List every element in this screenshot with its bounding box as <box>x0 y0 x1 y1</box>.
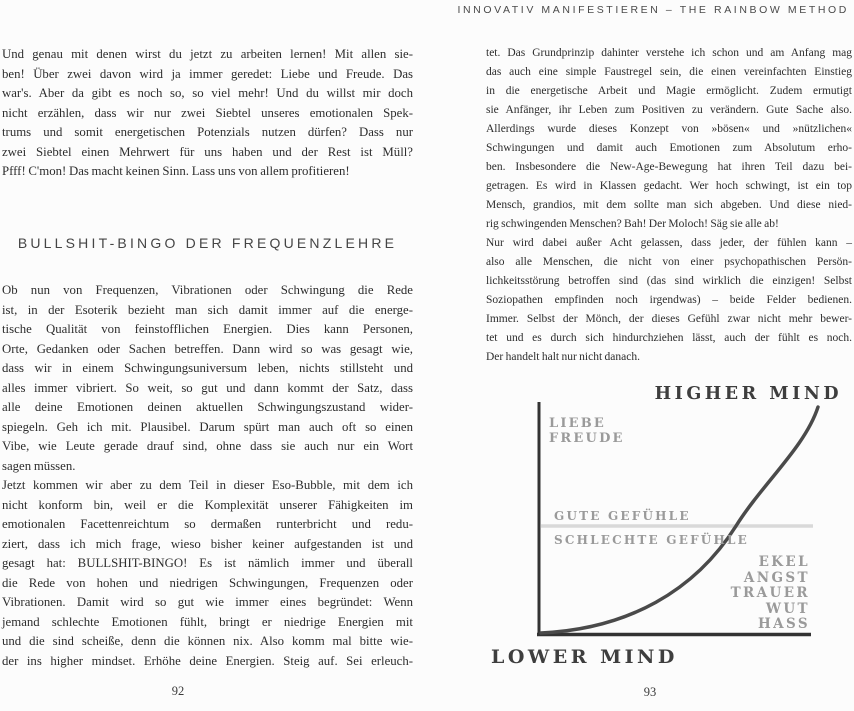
text-line: tet. Das Grundprinzip dahinter verstehe ich schon und am Anfang mag <box>486 47 852 59</box>
text-line: Nur wird dabei außer Acht gelassen, dass jeder, der fühlen kann – <box>486 237 852 249</box>
lower-mind-label: LOWER MIND <box>491 646 678 668</box>
low-emotions-labels <box>731 555 810 633</box>
left-page <box>2 45 413 671</box>
paragraph <box>486 44 852 234</box>
text-line: EKEL <box>758 554 810 570</box>
text-line: ben! Über zwei davon wird ja immer geredet: Liebe und Freude. Das <box>2 66 413 81</box>
text-line: tische Qualität von feinstofflichen Energien. Dies kann Personen, <box>2 322 413 336</box>
text-line: ANGST <box>743 569 810 586</box>
text-line: sagen müssen. <box>2 458 76 473</box>
text-line: Der handelt halt nur nicht danach. <box>486 351 640 363</box>
text-line: HASS <box>757 616 810 633</box>
bad-feelings-label: SCHLECHTE GEFÜHLE <box>554 533 749 547</box>
text-line: Pfff! C'mon! Das macht keinen Sinn. Lass uns von allem profitieren! <box>2 164 350 178</box>
text-line: zwei Siebtel einen Mehrwert für uns haben und der Rest ist Müll? <box>2 144 413 159</box>
paragraph <box>2 281 413 476</box>
text-line: in die energetische Arbeit und Magie ermöglicht. Zudem ermutigt <box>486 85 852 97</box>
text-line: Allerdings wurde dieses Konzept von »bösen« und »nützlichen« <box>486 123 852 135</box>
text-line: getragen. Es wird in Klassen gedacht. Wer hoch schwingt, ist ein top <box>486 180 852 192</box>
text-line: und die sind scheiße, denn die können nix. Also komm mal bitte wie- <box>2 634 413 648</box>
emotion-frequency-chart <box>483 383 853 675</box>
right-page <box>486 44 852 367</box>
text-line: Vibrationen. Damit wird so gut wie immer eines begründet: Wenn <box>2 595 413 609</box>
text-line: Schwingungen und damit auch Emotionen zum Absolutum erho- <box>486 142 852 154</box>
page-number-left: 92 <box>171 684 185 698</box>
text-line: Jetzt kommen wir aber zu dem Teil in dieser Eso-Bubble, mit dem ich <box>2 478 413 492</box>
text-line: ben. Insbesondere die New-Age-Bewegung hat ihren Teil dazu bei- <box>486 161 852 173</box>
text-line: FREUDE <box>549 430 625 446</box>
text-line: alles immer vibriert. So weit, so gut und dann kommt der Satz, dass <box>2 380 413 395</box>
text-line: gesagt hat: BULLSHIT-BINGO! Es ist nämlich immer und überall <box>2 556 413 570</box>
text-line: ziert, dass ich mich frage, wieso bisher keiner aufgestanden ist und <box>2 536 413 551</box>
text-line: emotionalen Facettenreichtum so dermaßen runterbricht und redu- <box>2 517 413 531</box>
text-line: Und genau mit denen wirst du jetzt zu arbeiten lernen! Mit allen sie- <box>2 47 413 61</box>
text-line: trums und somit energetischen Potenzials nutzen dürfen? Dass nur <box>2 125 413 139</box>
text-line: ist, in der Esoterik bezieht man sich damit immer auf die energe- <box>2 302 413 317</box>
text-line: nicht erzählen, dass wir nur zwei Siebtel unseres emotionalen Spek- <box>2 105 413 120</box>
text-line: dass wir in einem Schwingungsuniversum leben, nichts stillsteht und <box>2 361 413 375</box>
text-line: das auch eine simple Faustregel sein, die einen vereinfachten Einstieg <box>486 66 852 78</box>
text-line: jemand schlechte Emotionen fühlt, bringt er niedrige Energien mit <box>2 614 413 629</box>
paragraph <box>486 234 852 367</box>
text-line: nicht konform bin, weil er die Komplexität unserer Fähigkeiten im <box>2 497 413 512</box>
text-line: tet und es durch sich hindurchziehen lässt, auch der fühlt es noch. <box>486 332 852 344</box>
text-line: Soziopathen empfinden noch irgendwas) – beide Felder bedienen. <box>486 294 852 306</box>
text-line: spiegeln. Geh ich mit. Plausibel. Darum spürt man auch oft so einen <box>2 419 413 434</box>
text-line: Vibe, wie Leute gerade drauf sind, ohne dass sie auch nur ein Wort <box>2 439 413 453</box>
text-line: Orte, Gedanken oder Sachen betreffen. Dann wird so was gesagt wie, <box>2 341 413 356</box>
text-line: Ob nun von Frequenzen, Vibrationen oder Schwingung die Rede <box>2 283 413 297</box>
text-line: Immer. Selbst der Mönch, der dieses Gefühl zwar nicht mehr bewer- <box>486 313 852 325</box>
page-number-right: 93 <box>643 685 657 699</box>
text-line: rig schwingenden Menschen? Bah! Der Moloch! Säg sie alle ab! <box>486 218 779 230</box>
text-line: LIEBE <box>549 416 607 431</box>
text-line: alle deine Emotionen deinen aktuellen Schwingungszustand wider- <box>2 400 413 414</box>
running-header: INNOVATIV MANIFESTIEREN – THE RAINBOW METHOD <box>457 4 849 16</box>
text-line: WUT <box>765 600 810 617</box>
text-line: war's. Aber da gibt es noch so, so viel mehr! Und du willst mir doch <box>2 86 413 100</box>
paragraph <box>2 476 413 671</box>
text-line: TRAUER <box>730 585 810 602</box>
text-line: lichkeitsstörung betroffen sind (das sind wirklich die einzigen! Selbst <box>486 275 852 287</box>
high-emotions-labels <box>549 417 625 446</box>
text-line: der ins higher mindset. Erhöhe deine Energien. Steig auf. Sei erleuch- <box>2 653 413 668</box>
section-heading: BULLSHIT-BINGO DER FREQUENZLEHRE <box>17 234 398 251</box>
text-line: sie Anfänger, ihr Leben zum Positiven zu verändern. Gute Sache also. <box>486 104 852 116</box>
text-line: Mensch, grandios, mit dem sollte man sich abgeben. Und diese nied- <box>486 199 852 211</box>
text-line: also alle Menschen, die nicht von einer psychopathischen Persön- <box>486 256 852 268</box>
higher-mind-label: HIGHER MIND <box>654 384 842 404</box>
text-line: die Rede von hohen und niedrigen Schwingungen, Frequenzen oder <box>2 575 413 590</box>
good-feelings-label: GUTE GEFÜHLE <box>554 509 691 523</box>
paragraph <box>2 45 413 182</box>
